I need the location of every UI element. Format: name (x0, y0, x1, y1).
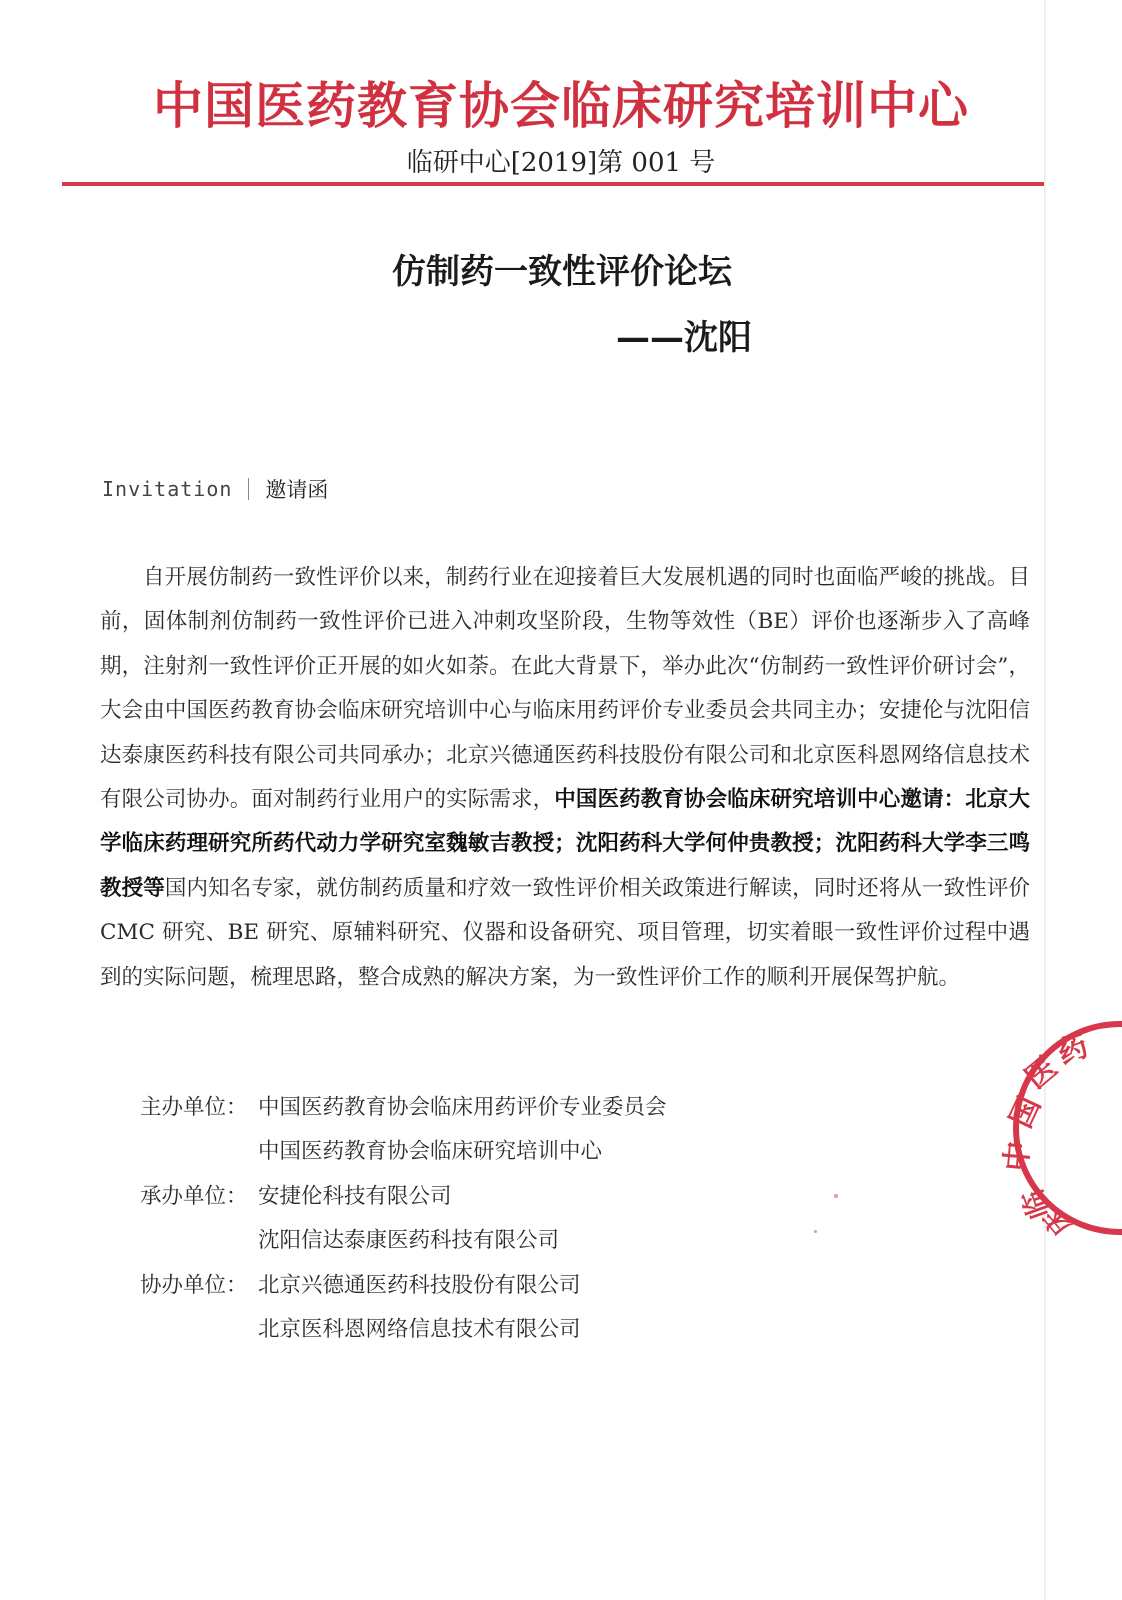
svg-text:国: 国 (1003, 1091, 1048, 1134)
host-row-1 (140, 1086, 667, 1130)
co-organizer-unit-1: 北京兴德通医药科技股份有限公司 (258, 1272, 581, 1298)
invitation-label-en: Invitation (102, 477, 233, 501)
invitation-label (102, 474, 328, 504)
ink-speck (834, 1194, 838, 1198)
document-number: 临研中心[2019]第 001 号 (406, 148, 716, 178)
organizer-label: 承办单位： (140, 1183, 248, 1209)
svg-text:临: 临 (1015, 1185, 1057, 1223)
co-organizer-label: 协办单位： (140, 1272, 248, 1298)
body-part-1: 自开展仿制药一致性评价以来，制药行业在迎接着巨大发展机遇的同时也面临严峻的挑战。目前，固体制剂仿制药一致性评价已进入冲刺攻坚阶段，生物等效性（BE）评价也逐渐步入了高峰期，注射剂一致性评价正开展的如火如荼。在此大背景下，举办此次“仿制药一致性评价研讨会”，大会由中国医药教育协会临床研究培训中心与临床用药评价专业委员会共同主办；安捷伦与沈阳信达泰康医药科技有限公司共同承办；北京兴德通医药科技股份有限公司和北京医科恩网络信息技术有限公司协办。面对制药行业用户的实际需求， (100, 565, 1030, 813)
invitation-body (100, 556, 1030, 1000)
organizer-row-2 (140, 1219, 667, 1263)
page-edge (1044, 0, 1046, 1600)
organizer-unit-2: 沈阳信达泰康医药科技有限公司 (258, 1228, 560, 1254)
forum-subtitle: ——沈阳 (616, 318, 752, 358)
organizer-row-1 (140, 1175, 667, 1219)
forum-title: 仿制药一致性评价论坛 (392, 252, 732, 292)
body-part-3: 国内知名专家，就仿制药质量和疗效一致性评价相关政策进行解读，同时还将从一致性评价 CMC 研究、BE 研究、原辅料研究、仪器和设备研究、项目管理，切实着眼一致性评价过程中遇到的实际问题，梳理思路，整合成熟的解决方案，为一致性评价工作的顺利开展保驾护航。 (100, 875, 1030, 990)
ink-speck (814, 1230, 817, 1233)
host-unit-2: 中国医药教育协会临床研究培训中心 (258, 1139, 603, 1165)
units-block (140, 1086, 667, 1352)
host-label: 主办单位： (140, 1095, 248, 1120)
co-organizer-row-2 (140, 1308, 667, 1352)
org-title: 中国医药教育协会临床研究培训中心 (153, 77, 969, 135)
host-row-2 (140, 1130, 667, 1174)
svg-text:床: 床 (1037, 1201, 1078, 1241)
co-organizer-unit-2: 北京医科恩网络信息技术有限公司 (258, 1316, 581, 1342)
co-organizer-row-1 (140, 1264, 667, 1308)
invitation-label-zh: 邀请函 (265, 478, 329, 502)
host-unit-1: 中国医药教育协会临床用药评价专业委员会 (258, 1095, 667, 1120)
body-part-2-bold: 中国医药教育协会临床研究培训中心邀请：北京大学临床药理研究所药代动力学研究室魏敏吉教授；沈阳药科大学何仲贵教授；沈阳药科大学李三鸣教授等 (100, 787, 1030, 901)
red-divider (62, 182, 1044, 186)
organizer-unit-1: 安捷伦科技有限公司 (258, 1183, 452, 1209)
label-separator (248, 478, 249, 500)
svg-text:医: 医 (1018, 1050, 1065, 1097)
svg-text:中: 中 (999, 1139, 1037, 1173)
svg-text:药: 药 (1052, 1028, 1093, 1072)
